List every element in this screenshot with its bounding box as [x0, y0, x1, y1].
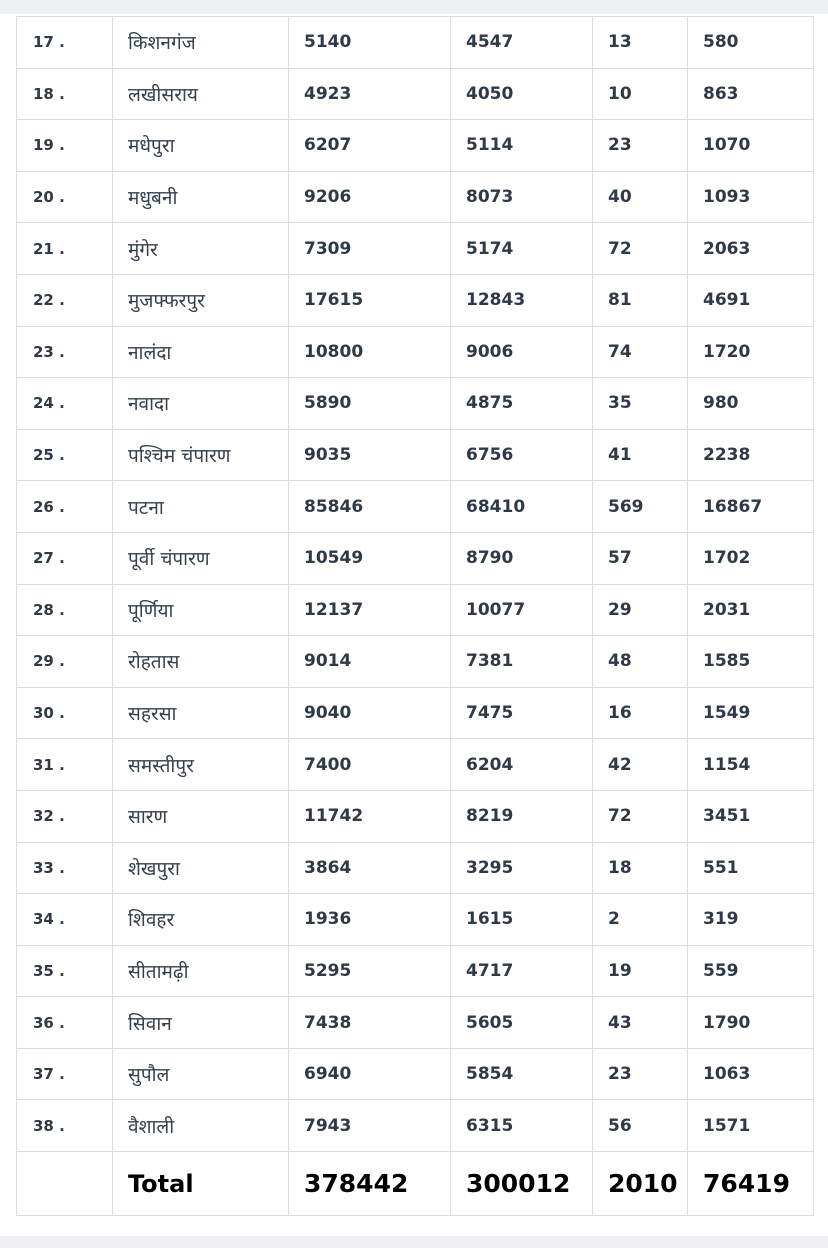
- value-cell-1: 6940: [289, 1048, 451, 1100]
- value-cell-2: 5605: [451, 997, 593, 1049]
- value-cell-3: 57: [593, 532, 688, 584]
- value-cell-3: 13: [593, 17, 688, 69]
- district-name-cell: पश्चिम चंपारण: [113, 429, 289, 481]
- serial-number-cell: 18 .: [17, 68, 113, 120]
- table-row: [17, 636, 814, 688]
- serial-number-cell: 25 .: [17, 429, 113, 481]
- district-name-cell: सारण: [113, 790, 289, 842]
- value-cell-2: 5174: [451, 223, 593, 275]
- value-cell-4: 1063: [688, 1048, 814, 1100]
- serial-number-cell: 28 .: [17, 584, 113, 636]
- value-cell-2: 5114: [451, 120, 593, 172]
- district-name-cell: पटना: [113, 481, 289, 533]
- value-cell-3: 43: [593, 997, 688, 1049]
- data-sheet: [0, 14, 828, 1236]
- table-row: [17, 532, 814, 584]
- table-row: [17, 945, 814, 997]
- value-cell-2: 4717: [451, 945, 593, 997]
- district-name-cell: मधुबनी: [113, 171, 289, 223]
- total-label-cell: Total: [113, 1152, 289, 1216]
- value-cell-1: 6207: [289, 120, 451, 172]
- value-cell-1: 1936: [289, 894, 451, 946]
- table-row: [17, 429, 814, 481]
- value-cell-1: 9035: [289, 429, 451, 481]
- value-cell-4: 863: [688, 68, 814, 120]
- value-cell-4: 3451: [688, 790, 814, 842]
- table-row: [17, 171, 814, 223]
- district-name-cell: शिवहर: [113, 894, 289, 946]
- value-cell-4: 2063: [688, 223, 814, 275]
- table-row: [17, 378, 814, 430]
- value-cell-1: 5140: [289, 17, 451, 69]
- district-name-cell: किशनगंज: [113, 17, 289, 69]
- total-value-cell-4: 76419: [688, 1152, 814, 1216]
- value-cell-2: 12843: [451, 274, 593, 326]
- serial-number-cell: 27 .: [17, 532, 113, 584]
- value-cell-1: 9014: [289, 636, 451, 688]
- value-cell-3: 18: [593, 842, 688, 894]
- table-row: [17, 223, 814, 275]
- serial-number-cell: 29 .: [17, 636, 113, 688]
- value-cell-1: 5890: [289, 378, 451, 430]
- district-name-cell: मुजफ्फरपुर: [113, 274, 289, 326]
- value-cell-1: 4923: [289, 68, 451, 120]
- value-cell-1: 12137: [289, 584, 451, 636]
- value-cell-4: 16867: [688, 481, 814, 533]
- value-cell-3: 72: [593, 790, 688, 842]
- serial-number-cell: 36 .: [17, 997, 113, 1049]
- serial-number-cell: 26 .: [17, 481, 113, 533]
- total-serial-cell: [17, 1152, 113, 1216]
- serial-number-cell: 37 .: [17, 1048, 113, 1100]
- table-row: [17, 894, 814, 946]
- value-cell-3: 10: [593, 68, 688, 120]
- value-cell-3: 23: [593, 1048, 688, 1100]
- value-cell-1: 17615: [289, 274, 451, 326]
- value-cell-4: 559: [688, 945, 814, 997]
- table-row: [17, 274, 814, 326]
- serial-number-cell: 20 .: [17, 171, 113, 223]
- value-cell-1: 5295: [289, 945, 451, 997]
- table-row: [17, 997, 814, 1049]
- value-cell-2: 8073: [451, 171, 593, 223]
- value-cell-1: 9040: [289, 687, 451, 739]
- value-cell-1: 7309: [289, 223, 451, 275]
- table-row: [17, 739, 814, 791]
- district-name-cell: पूर्णिया: [113, 584, 289, 636]
- value-cell-2: 4875: [451, 378, 593, 430]
- district-name-cell: समस्तीपुर: [113, 739, 289, 791]
- value-cell-2: 68410: [451, 481, 593, 533]
- value-cell-4: 1093: [688, 171, 814, 223]
- value-cell-4: 1585: [688, 636, 814, 688]
- value-cell-4: 4691: [688, 274, 814, 326]
- value-cell-3: 72: [593, 223, 688, 275]
- value-cell-3: 16: [593, 687, 688, 739]
- value-cell-1: 3864: [289, 842, 451, 894]
- value-cell-3: 29: [593, 584, 688, 636]
- total-value-cell-3: 2010: [593, 1152, 688, 1216]
- value-cell-2: 1615: [451, 894, 593, 946]
- value-cell-2: 8790: [451, 532, 593, 584]
- table-row: [17, 1100, 814, 1152]
- value-cell-2: 10077: [451, 584, 593, 636]
- district-name-cell: रोहतास: [113, 636, 289, 688]
- value-cell-4: 1549: [688, 687, 814, 739]
- value-cell-2: 9006: [451, 326, 593, 378]
- value-cell-1: 7438: [289, 997, 451, 1049]
- district-name-cell: मुंगेर: [113, 223, 289, 275]
- value-cell-1: 9206: [289, 171, 451, 223]
- serial-number-cell: 34 .: [17, 894, 113, 946]
- serial-number-cell: 32 .: [17, 790, 113, 842]
- value-cell-4: 1154: [688, 739, 814, 791]
- value-cell-2: 6756: [451, 429, 593, 481]
- district-name-cell: मधेपुरा: [113, 120, 289, 172]
- table-row: [17, 17, 814, 69]
- value-cell-4: 1790: [688, 997, 814, 1049]
- serial-number-cell: 35 .: [17, 945, 113, 997]
- value-cell-3: 56: [593, 1100, 688, 1152]
- value-cell-4: 319: [688, 894, 814, 946]
- value-cell-3: 48: [593, 636, 688, 688]
- value-cell-2: 4050: [451, 68, 593, 120]
- serial-number-cell: 33 .: [17, 842, 113, 894]
- value-cell-2: 7475: [451, 687, 593, 739]
- value-cell-1: 7400: [289, 739, 451, 791]
- table-row: [17, 326, 814, 378]
- table-row: [17, 842, 814, 894]
- value-cell-2: 6315: [451, 1100, 593, 1152]
- value-cell-1: 10549: [289, 532, 451, 584]
- value-cell-4: 1070: [688, 120, 814, 172]
- value-cell-2: 3295: [451, 842, 593, 894]
- district-name-cell: सहरसा: [113, 687, 289, 739]
- value-cell-2: 6204: [451, 739, 593, 791]
- value-cell-2: 4547: [451, 17, 593, 69]
- value-cell-3: 2: [593, 894, 688, 946]
- value-cell-3: 81: [593, 274, 688, 326]
- district-name-cell: सीतामढ़ी: [113, 945, 289, 997]
- district-name-cell: लखीसराय: [113, 68, 289, 120]
- district-name-cell: नवादा: [113, 378, 289, 430]
- serial-number-cell: 19 .: [17, 120, 113, 172]
- total-value-cell-2: 300012: [451, 1152, 593, 1216]
- table-row: [17, 584, 814, 636]
- value-cell-1: 11742: [289, 790, 451, 842]
- serial-number-cell: 21 .: [17, 223, 113, 275]
- table-row: [17, 790, 814, 842]
- serial-number-cell: 23 .: [17, 326, 113, 378]
- value-cell-1: 85846: [289, 481, 451, 533]
- value-cell-3: 19: [593, 945, 688, 997]
- district-name-cell: शेखपुरा: [113, 842, 289, 894]
- serial-number-cell: 24 .: [17, 378, 113, 430]
- table-row: [17, 481, 814, 533]
- value-cell-3: 569: [593, 481, 688, 533]
- value-cell-3: 23: [593, 120, 688, 172]
- district-name-cell: पूर्वी चंपारण: [113, 532, 289, 584]
- serial-number-cell: 30 .: [17, 687, 113, 739]
- district-name-cell: सिवान: [113, 997, 289, 1049]
- serial-number-cell: 17 .: [17, 17, 113, 69]
- value-cell-4: 580: [688, 17, 814, 69]
- value-cell-3: 74: [593, 326, 688, 378]
- serial-number-cell: 22 .: [17, 274, 113, 326]
- value-cell-2: 5854: [451, 1048, 593, 1100]
- table-row: [17, 120, 814, 172]
- district-name-cell: सुपौल: [113, 1048, 289, 1100]
- district-name-cell: नालंदा: [113, 326, 289, 378]
- value-cell-2: 8219: [451, 790, 593, 842]
- value-cell-4: 980: [688, 378, 814, 430]
- value-cell-3: 41: [593, 429, 688, 481]
- table-row: [17, 1048, 814, 1100]
- value-cell-1: 10800: [289, 326, 451, 378]
- total-row: [17, 1152, 814, 1216]
- value-cell-2: 7381: [451, 636, 593, 688]
- value-cell-4: 2238: [688, 429, 814, 481]
- value-cell-4: 2031: [688, 584, 814, 636]
- value-cell-4: 1702: [688, 532, 814, 584]
- serial-number-cell: 38 .: [17, 1100, 113, 1152]
- value-cell-4: 551: [688, 842, 814, 894]
- value-cell-4: 1571: [688, 1100, 814, 1152]
- table-row: [17, 687, 814, 739]
- district-name-cell: वैशाली: [113, 1100, 289, 1152]
- total-value-cell-1: 378442: [289, 1152, 451, 1216]
- value-cell-3: 35: [593, 378, 688, 430]
- value-cell-3: 40: [593, 171, 688, 223]
- value-cell-4: 1720: [688, 326, 814, 378]
- district-stats-table: [16, 16, 814, 1216]
- value-cell-3: 42: [593, 739, 688, 791]
- table-body: [17, 17, 814, 1216]
- serial-number-cell: 31 .: [17, 739, 113, 791]
- value-cell-1: 7943: [289, 1100, 451, 1152]
- table-row: [17, 68, 814, 120]
